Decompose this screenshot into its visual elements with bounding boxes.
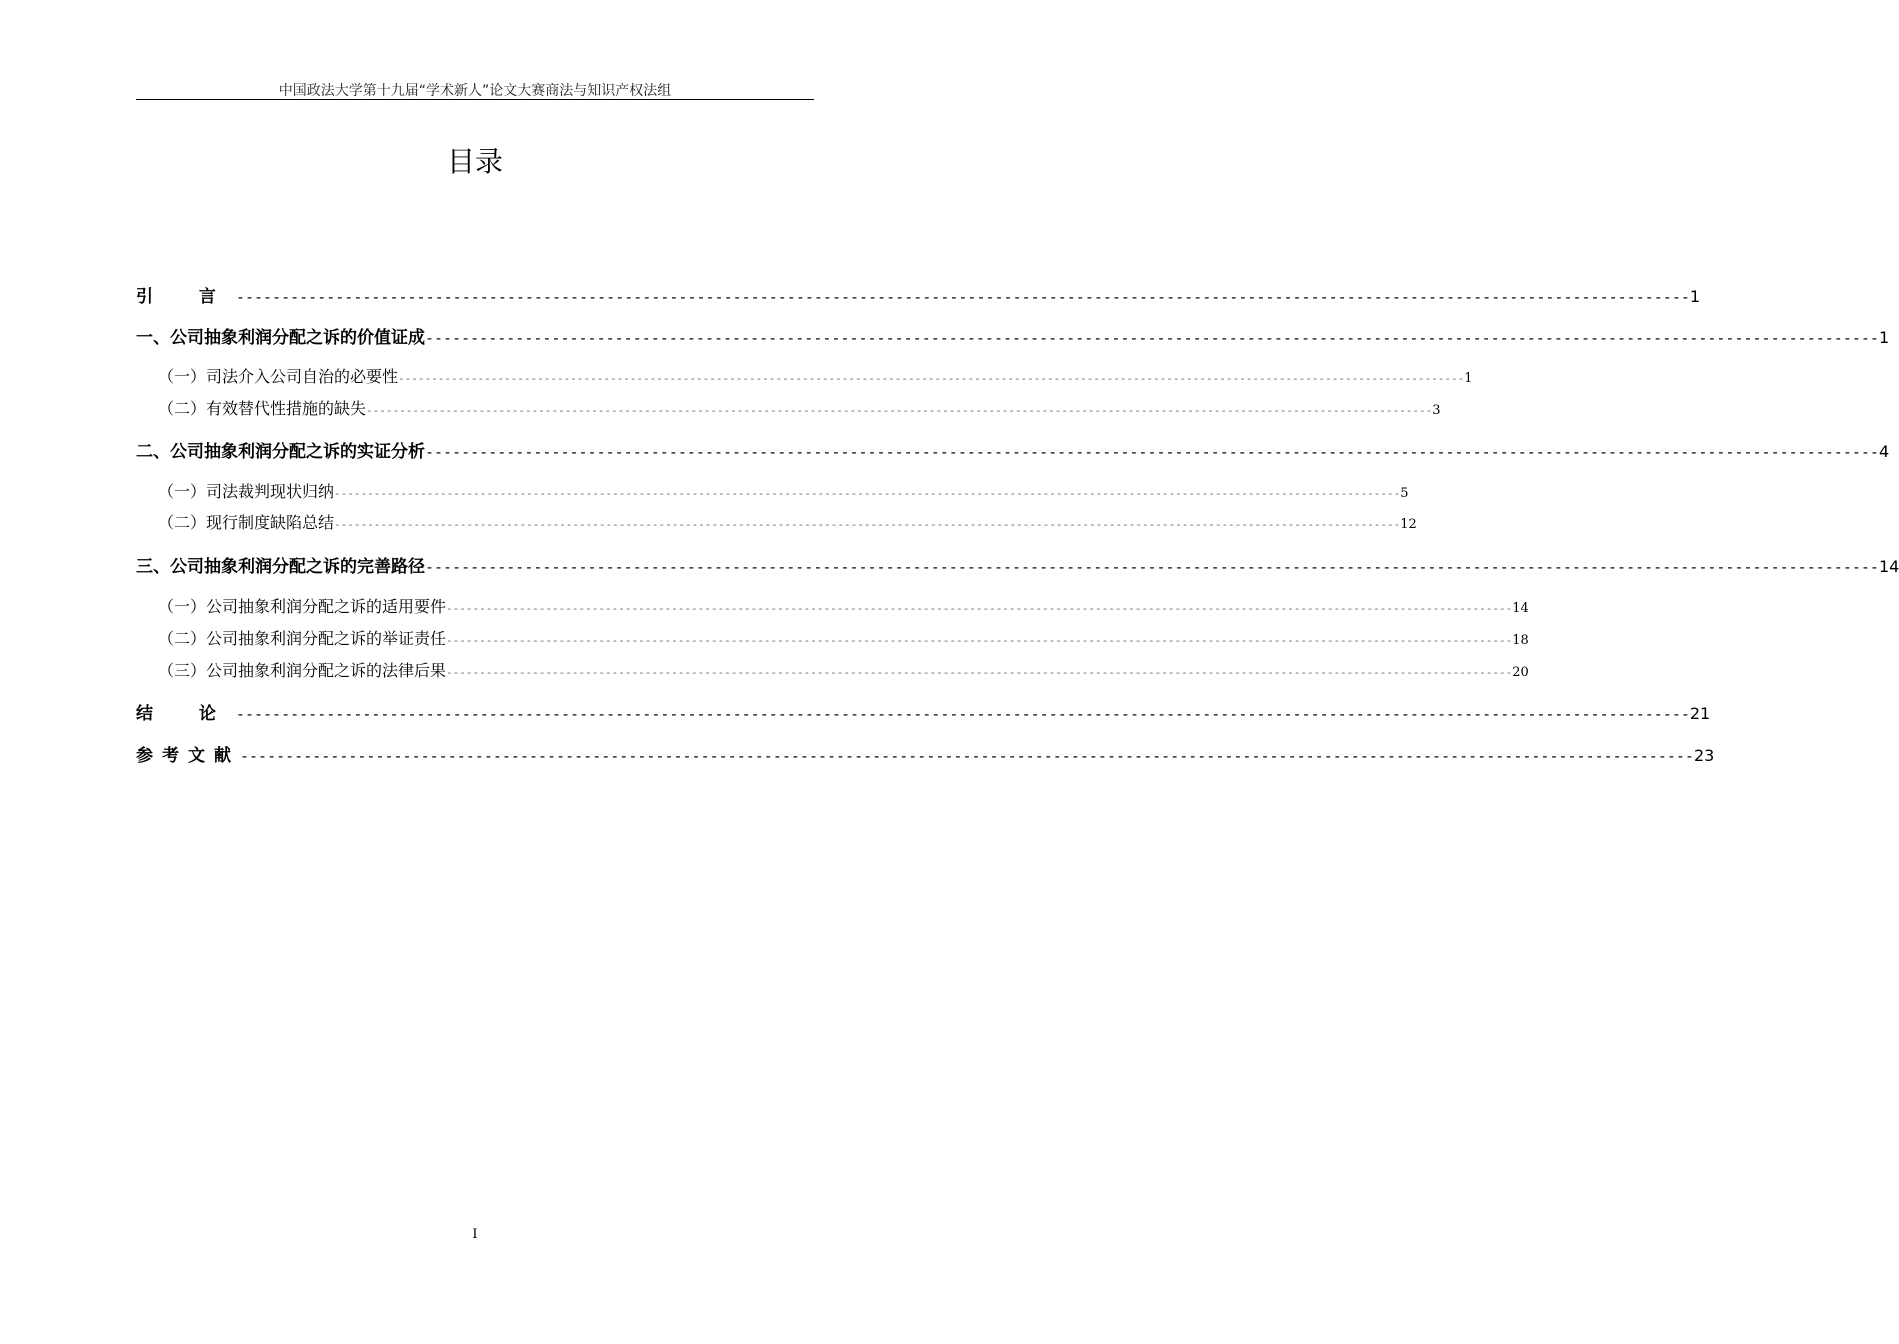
header-rule <box>136 99 814 100</box>
toc-entry-label: （三）公司抽象利润分配之诉的法律后果 <box>158 661 447 680</box>
toc-entry-label: 二、公司抽象利润分配之诉的实证分析 <box>136 442 425 462</box>
toc-leader: ----------------------------------------------------------------------------------------------------------------------------------------------------------------- <box>235 288 1690 306</box>
toc-entry-page: 14 <box>1878 557 1899 576</box>
toc-entry-section-2-2[interactable] <box>136 510 1417 533</box>
toc-entry-section-3-2[interactable] <box>136 626 1529 649</box>
toc-entry-page: 12 <box>1400 517 1417 532</box>
toc-entry-introduction[interactable] <box>136 282 1701 307</box>
toc-entry-page: 1 <box>1464 371 1473 386</box>
toc-entry-section-1-2[interactable] <box>136 396 1441 419</box>
toc-leader: ----------------------------------------------------------------------------------------------------------------------------------------------------------------- <box>425 443 1879 461</box>
toc-leader: ----------------------------------------------------------------------------------------------------------------------------------------------------------------- <box>334 487 1401 500</box>
toc-leader: ----------------------------------------------------------------------------------------------------------------------------------------------------------------- <box>446 634 1513 647</box>
toc-leader: ----------------------------------------------------------------------------------------------------------------------------------------------------------------- <box>366 404 1433 417</box>
running-header: 中国政法大学第十九届“学术新人”论文大赛商法与知识产权法组 <box>278 83 672 99</box>
toc-entry-label: 结 论 <box>136 704 236 724</box>
toc-leader: ----------------------------------------------------------------------------------------------------------------------------------------------------------------- <box>425 558 1879 576</box>
toc-entry-label: （二）有效替代性措施的缺失 <box>158 399 367 418</box>
toc-entry-label: 三、公司抽象利润分配之诉的完善路径 <box>136 557 425 577</box>
toc-leader: ----------------------------------------------------------------------------------------------------------------------------------------------------------------- <box>425 329 1879 347</box>
page-number: I <box>472 1227 478 1242</box>
toc-entry-label: （一）司法裁判现状归纳 <box>158 482 335 501</box>
toc-entry-chapter-2[interactable] <box>136 437 1890 462</box>
toc-entry-page: 3 <box>1432 403 1441 418</box>
toc-entry-page: 5 <box>1400 486 1409 501</box>
toc-leader: ----------------------------------------------------------------------------------------------------------------------------------------------------------------- <box>446 666 1513 679</box>
toc-entry-chapter-3[interactable] <box>136 552 1899 577</box>
toc-entry-section-2-1[interactable] <box>136 479 1409 502</box>
toc-entry-section-1-1[interactable] <box>136 364 1473 387</box>
toc-entry-label: （二）现行制度缺陷总结 <box>158 513 335 532</box>
toc-entry-section-3-3[interactable] <box>136 658 1529 681</box>
toc-entry-page: 20 <box>1512 665 1529 680</box>
toc-entry-label: 参考文献 <box>136 746 240 766</box>
toc-entry-section-3-1[interactable] <box>136 594 1529 617</box>
toc-leader: ----------------------------------------------------------------------------------------------------------------------------------------------------------------- <box>398 372 1465 385</box>
toc-leader: ----------------------------------------------------------------------------------------------------------------------------------------------------------------- <box>334 518 1401 531</box>
toc-title: 目录 <box>446 145 503 178</box>
toc-entry-chapter-1[interactable] <box>136 323 1890 348</box>
toc-entry-label: 一、公司抽象利润分配之诉的价值证成 <box>136 328 425 348</box>
toc-entry-page: 1 <box>1689 287 1701 306</box>
toc-entry-page: 18 <box>1512 633 1529 648</box>
toc-entry-label: 引 言 <box>136 287 236 307</box>
toc-entry-label: （二）公司抽象利润分配之诉的举证责任 <box>158 629 447 648</box>
toc-entry-label: （一）公司抽象利润分配之诉的适用要件 <box>158 597 447 616</box>
toc-leader: ----------------------------------------------------------------------------------------------------------------------------------------------------------------- <box>446 602 1513 615</box>
toc-entry-label: （一）司法介入公司自治的必要性 <box>158 367 399 386</box>
toc-entry-page: 21 <box>1689 704 1711 723</box>
toc-entry-page: 14 <box>1512 601 1529 616</box>
toc-entry-page: 4 <box>1878 442 1890 461</box>
toc-entry-page: 23 <box>1693 746 1715 765</box>
toc-entry-conclusion[interactable] <box>136 699 1711 724</box>
toc-entry-references[interactable] <box>136 741 1715 766</box>
toc-leader: ----------------------------------------------------------------------------------------------------------------------------------------------------------------- <box>235 705 1690 723</box>
toc-entry-page: 1 <box>1878 328 1890 347</box>
toc-leader: ----------------------------------------------------------------------------------------------------------------------------------------------------------------- <box>240 747 1694 765</box>
